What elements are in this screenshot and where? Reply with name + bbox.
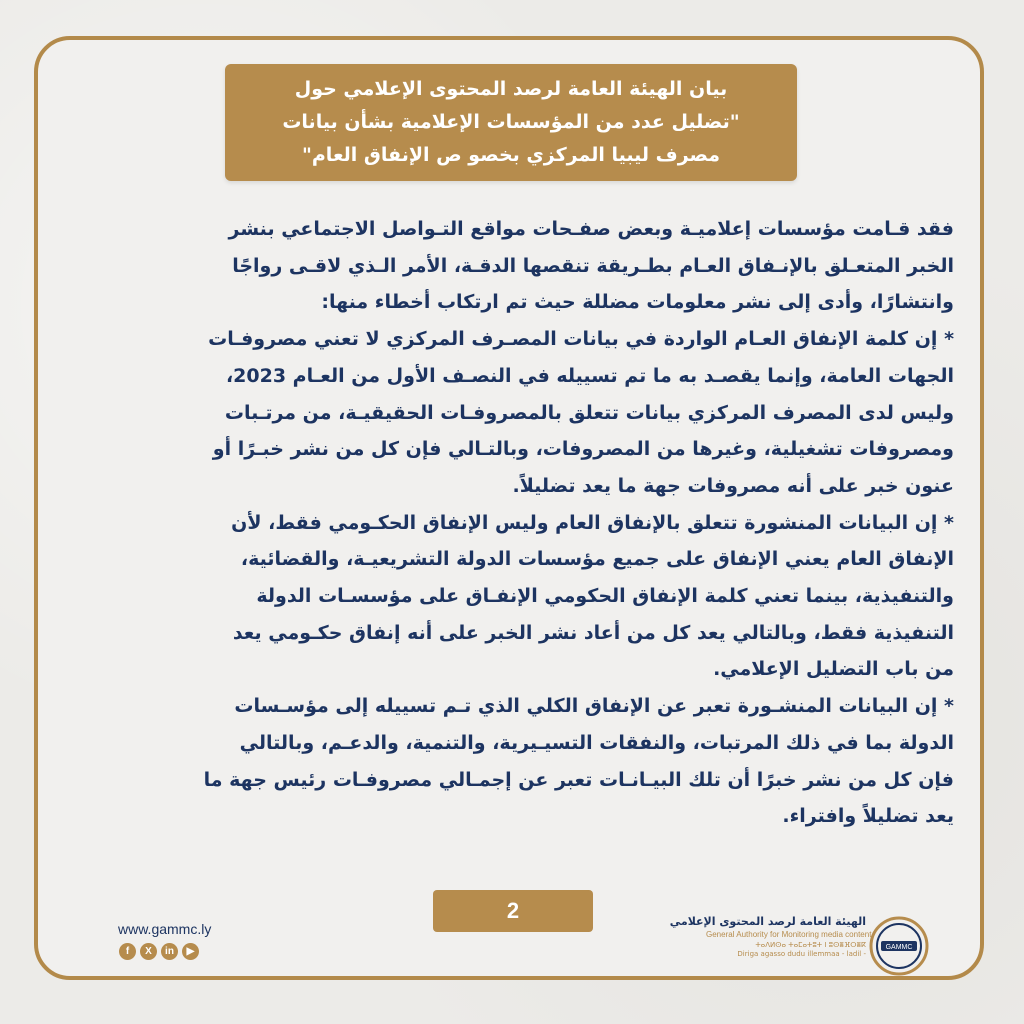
body-line: عنون خبر على أنه مصروفات جهة ما يعد تضليلاً. [512, 474, 954, 497]
title-line: بيان الهيئة العامة لرصد المحتوى الإعلامي حول [294, 78, 728, 100]
logo-text: GAMMC [885, 944, 913, 951]
logo-icon [867, 914, 931, 978]
body-line: وليس لدى المصرف المركزي بيانات تتعلق بالمصروفـات الحقيقيـة، من مرتـبات [224, 401, 954, 424]
body-line: الإنفاق العام يعني الإنفاق على جميع مؤسسات الدولة التشريعيـة، والقضائية، [240, 548, 954, 571]
social-links [119, 943, 199, 960]
youtube-icon[interactable]: ▶ [182, 943, 199, 960]
title-banner [225, 64, 797, 181]
body-line: والتنفيذية، بينما تعني كلمة الإنفاق الحكومي الإنفـاق على مؤسسـات الدولة [256, 585, 954, 608]
linkedin-icon[interactable]: in [161, 943, 178, 960]
body-line: من باب التضليل الإعلامي. [713, 658, 954, 681]
org-name-english: General Authority for Monitoring media content [706, 930, 872, 939]
org-name-arabic: الهيئة العامة لرصد المحتوى الإعلامي [669, 915, 866, 928]
body-line: الدولة بما في ذلك المرتبات، والنفقات التسيـيرية، والتنمية، والدعـم، وبالتالي [239, 731, 954, 754]
facebook-icon[interactable]: f [119, 943, 136, 960]
body-line: وانتشارًا، وأدى إلى نشر معلومات مضللة حيث تم ارتكاب أخطاء منها: [321, 291, 954, 314]
body-line: يعد تضليلاً وافتراء. [782, 805, 954, 828]
body-line: التنفيذية فقط، وبالتالي يعد كل من أعاد نشر الخبر على أنه إنفاق حكـومي يعد [232, 621, 954, 644]
body-line: فإن كل من نشر خبرًا أن تلك البيـانـات تعبر عن إجمـالي مصروفـات رئيس جهة ما [203, 768, 954, 791]
title-line: "تضليل عدد من المؤسسات الإعلامية بشأن بيانات [282, 111, 740, 133]
statement-body [72, 211, 954, 835]
gammc-logo [867, 914, 931, 978]
body-line: * إن البيانات المنشورة تتعلق بالإنفاق العام وليس الإنفاق الحكـومي فقط، لأن [231, 511, 954, 534]
org-name-block [669, 915, 872, 958]
body-line: * إن البيانات المنشـورة تعبر عن الإنفاق الكلي الذي تـم تسييله إلى مؤسـسات [234, 695, 954, 718]
body-line: الجهات العامة، وإنما يقصـد به ما تم تسييله في النصـف الأول من العـام 2023، [225, 364, 954, 387]
website-link[interactable]: www.gammc.ly [118, 921, 212, 937]
body-line: * إن كلمة الإنفاق العـام الواردة في بيانات المصـرف المركزي لا تعني مصروفـات [208, 328, 954, 351]
page-number-badge [433, 890, 593, 932]
page-number: 2 [506, 898, 520, 923]
org-name-tifinagh: ⵜⴰⴷⵍⵙⴰ ⵜⴰⵎⴰⵜⵓⵜ ⵏ ⵓⵙⴻⴼⵔⴻⴽ [755, 941, 866, 949]
body-line: الخبر المتعـلق بالإنـفاق العـام بطـريقة تنقصها الدقـة، الأمر الـذي لاقـى رواجًا [232, 254, 954, 277]
body-line: فقد قـامت مؤسسات إعلاميـة وبعض صفـحات مواقع التـواصل الاجتماعي بنشر [228, 218, 954, 240]
org-name-tamazight-latin: Diriga agasso dudu illemmaa - ladil - [737, 950, 866, 958]
title-line: مصرف ليبيا المركزي بخصو ص الإنفاق العام" [301, 144, 721, 166]
x-icon[interactable]: X [140, 943, 157, 960]
body-line: ومصروفات تشغيلية، وغيرها من المصروفات، وبالتـالي فإن كل من نشر خبـرًا أو [212, 438, 954, 461]
